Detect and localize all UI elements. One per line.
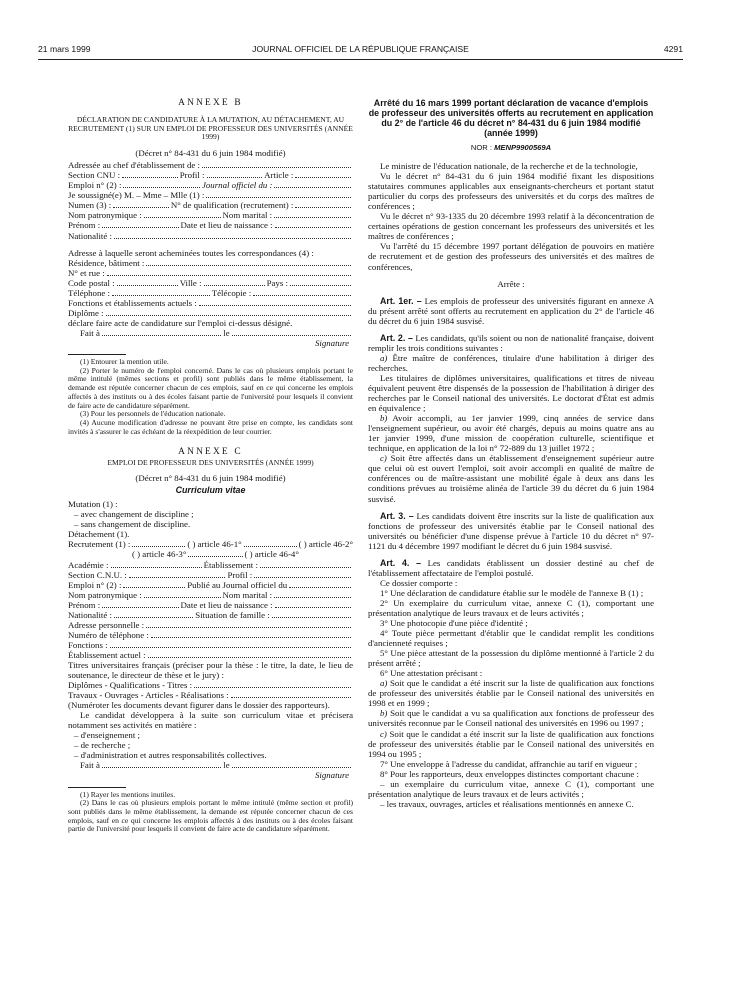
page-header xyxy=(38,44,683,58)
annexe-b-note-2: (2) Porter le numéro de l'emploi concerné. Dans le cas où plusieurs emplois portant le même intitulé (mêmes sections et profil) sont publiés dans le même établissement, la demande est réputée concerner chacun de ces emplois, sauf en ce qui concerne les emplois affectés à des instituts ou à des écoles faisant partie de l'université pour lesquels il convient de faire acte de candidature séparément. xyxy=(68,365,353,410)
annexe-c-subtitle: EMPLOI DE PROFESSEUR DES UNIVERSITÉS (ANNÉE 1999) xyxy=(107,458,314,468)
detachement-label: Détachement (1). xyxy=(68,529,130,540)
field-prenom[interactable]: Prénom : Date et lieu de naissance : xyxy=(68,220,353,230)
dossier-item-6: 6° Une attestation précisant : xyxy=(380,668,483,679)
field-etablissement-actuel[interactable]: Établissement actuel : xyxy=(68,650,353,660)
annexe-b-note-4: (4) Aucune modification d'adresse ne pouvant être prise en compte, les candidats sont invités à s'assurer le cas échéant de la réexpédition de leur courrier. xyxy=(68,417,353,436)
condition-c: c) Soit être affectés dans un établissement d'enseignement supérieur autre que celui où est ouvert l'emploi, soit avoir accompli en qualité de maître de conférences ou de maître-assistant une mobilité égale à deux ans dans les conditions prévues au troisième alinéa de l'article 39 du décret du 6 juin 1984 susvisé. xyxy=(368,453,654,504)
field-emploi[interactable]: Emploi n° (2) : Journal officiel du : xyxy=(68,180,353,190)
left-column xyxy=(68,98,353,834)
field-soussigne[interactable]: Je soussigné(e) M. – Mme – Mlle (1) : xyxy=(68,190,353,200)
field-academie[interactable]: Académie : Établissement : xyxy=(68,560,353,570)
field-prenom-c[interactable]: Prénom : Date et lieu de naissance : xyxy=(68,600,353,610)
field-emploi-c[interactable]: Emploi n° (2) : Publié au Journal officiel du xyxy=(68,580,353,590)
nor-reference: NOR : MENP9900569A xyxy=(470,143,552,152)
annexe-c-decree: (Décret n° 84-431 du 6 juin 1984 modifié) xyxy=(135,473,286,484)
arrete-word: Arrête : xyxy=(497,278,525,289)
adresse-correspondance: Adresse à laquelle seront acheminées toutes les correspondances (4) : xyxy=(68,247,314,258)
field-fonctions[interactable]: Fonctions et établissements actuels : xyxy=(68,298,353,308)
field-numero-telephone[interactable]: Numéro de téléphone : xyxy=(68,630,353,640)
article-4: Art. 4. – Les candidats établissent un dossier destiné au chef de l'établissement affectataire de l'emploi postulé. xyxy=(368,557,654,578)
condition-a: a) Être maître de conférences, titulaire d'une habilitation à diriger des recherches. xyxy=(368,352,654,373)
numeroter-documents: (Numéroter les documents devant figurer dans le dossier des rapporteurs). xyxy=(68,700,330,711)
annexe-c-note-1: (1) Rayer les mentions inutiles. xyxy=(80,789,176,799)
activite-enseignement: – d'enseignement ; xyxy=(74,730,140,741)
condition-b: b) Avoir accompli, au 1er janvier 1999, cinq années de service dans l'enseignement supérieur, ou avoir été chargés, depuis au moins quatre ans au 1er janvier 1999, d'une mission de coopération culturelle, scientifique et technique, en application de la loi n° 72-889 du 13 juillet 1972 ; xyxy=(368,413,655,454)
visa-decret-1993: Vu le décret n° 93-1335 du 20 décembre 1993 relatif à la déconcentration de certaines opérations de gestion concernant les professeurs des universités et les maîtres de conférences ; xyxy=(368,211,654,242)
field-adresse[interactable]: Adressée au chef d'établissement de : xyxy=(68,160,353,170)
visa-arrete-1997: Vu l'arrêté du 15 décembre 1997 portant délégation de pouvoirs en matière de recrutement et de gestion des professeurs des universités et des maîtres de conférences, xyxy=(368,241,654,272)
curriculum-vitae-heading: Curriculum vitae xyxy=(175,485,246,496)
annexe-b-decree: (Décret n° 84-431 du 6 juin 1984 modifié) xyxy=(135,148,286,159)
header-page-number: 4291 xyxy=(663,44,683,54)
signature-label: Signature xyxy=(314,338,349,348)
field-residence[interactable]: Résidence, bâtiment : xyxy=(68,258,353,268)
candidat-developpera: Le candidat développera à la suite son curriculum vitae et précisera notamment ses activités en matière : xyxy=(68,710,353,731)
field-fait-a[interactable]: Fait à le xyxy=(68,328,353,338)
recrutement-row-2[interactable]: ( ) article 46-3° ( ) article 46-4° xyxy=(132,549,299,560)
arrete-title: Arrêté du 16 mars 1999 portant déclaration de vacance d'emplois de professeur des universités offerts au recrutement en application du 2° de l'article 46 du décret n° 84-431 du 6 juin 1984 modifié (année 1999) xyxy=(368,98,654,138)
dossier-item-2: 2° Un exemplaire du curriculum vitae, annexe C (1), comportant une présentation analytique de leurs travaux et de leurs activités ; xyxy=(368,597,654,618)
field-travaux[interactable]: Travaux - Ouvrages - Articles - Réalisations : xyxy=(68,690,353,700)
right-column xyxy=(368,98,654,809)
field-diplomes[interactable]: Diplômes - Qualifications - Titres : xyxy=(68,680,353,690)
rapporteur-item-1: – un exemplaire du curriculum vitae, annexe C (1), comportant une présentation analytique de leurs travaux et de leurs activités ; xyxy=(368,778,654,799)
field-section-cnu[interactable]: Section C.N.U. : Profil : xyxy=(68,570,353,580)
dossier-item-3: 3° Une photocopie d'une pièce d'identité ; xyxy=(380,618,528,629)
field-diplome[interactable]: Diplôme : xyxy=(68,308,353,318)
annexe-c-note-2: (2) Dans le cas où plusieurs emplois portant le même intitulé (même section et profil) sont publiés dans le même établissement, la demande est réputée concerner chacun de ces emplois, sauf en ce qui concerne les emplois affectés à des instituts ou à des écoles faisant partie de l'université pour lesquels il convient de faire acte de candidature séparément. xyxy=(68,798,353,834)
rapporteur-item-2: – les travaux, ouvrages, articles et réalisations mentionnés en annexe C. xyxy=(380,798,634,809)
article-3: Art. 3. – Les candidats doivent être inscrits sur la liste de qualification aux fonctions de professeur des universités établie par le Conseil national des universités ou bénéficier d'une dispense prévue à l'article 10 du décret n° 97-1121 du 4 décembre 1997 modifiant le décret du 6 juin 1984 susvisé. xyxy=(368,510,654,551)
article-2: Art. 2. – Les candidats, qu'ils soient ou non de nationalité française, doivent remplir les trois conditions suivantes : xyxy=(368,332,654,353)
field-adresse-personnelle[interactable]: Adresse personnelle : xyxy=(68,620,353,630)
annexe-b-subtitle: DÉCLARATION DE CANDIDATURE À LA MUTATION, AU DÉTACHEMENT, AU RECRUTEMENT (1) SUR UN EMPLOI DE PROFESSEUR DES UNIVERSITÉS (ANNÉE 1999) xyxy=(68,115,353,142)
recrutement-row-1[interactable]: Recrutement (1) : ( ) article 46-1° ( ) article 46-2° xyxy=(68,539,353,550)
article-1: Art. 1er. – Les emplois de professeur des universités figurant en annexe A du présent arrêté sont offerts au recrutement en application du 2° de l'article 46 du décret du 6 juin 1984 susvisé. xyxy=(368,295,654,326)
field-nom[interactable]: Nom patronymique : Nom marital : xyxy=(68,210,353,220)
annexe-b-title: ANNEXE B xyxy=(178,98,243,108)
field-section-profil-article[interactable]: Section CNU : Profil : Article : xyxy=(68,170,353,180)
footnote-rule-c xyxy=(68,787,126,788)
annexe-c-title: ANNEXE C xyxy=(178,447,243,458)
attestation-c: c) Soit que le candidat a été inscrit sur la liste de qualification aux fonctions de professeur des universités établie par le Conseil national des universités en 1994 ou 1995 ; xyxy=(368,728,654,759)
footnote-rule xyxy=(68,354,126,355)
attestation-b: b) Soit que le candidat a vu sa qualification aux fonctions de professeur des universités reconnue par le Conseil national des universités en 1996 ou 1997 ; xyxy=(368,708,654,729)
condition-a-suite: Les titulaires de diplômes universitaires, qualifications et titres de niveau équivalent peuvent être dispensés de la possession de l'habilitation à diriger des recherches par le Conseil national des universités. Le doctorat d'État est admis en équivalence ; xyxy=(368,372,654,414)
option-avec-changement[interactable]: – avec changement de discipline ; xyxy=(74,509,194,520)
visa-decret-1984: Vu le décret n° 84-431 du 6 juin 1984 modifié fixant les dispositions statutaires communes applicables aux enseignants-chercheurs et portant statut particulier du corps des professeurs des universités et du corps des maîtres de conférences ; xyxy=(368,171,654,212)
dossier-item-1: 1° Une déclaration de candidature établie sur le modèle de l'annexe B (1) ; xyxy=(380,587,644,598)
dossier-item-5: 5° Une pièce attestant de la possession du diplôme mentionné à l'article 2 du présent arrêté ; xyxy=(368,648,654,669)
field-nationalite-c[interactable]: Nationalité : Situation de famille : xyxy=(68,610,353,620)
field-code-postal[interactable]: Code postal : Ville : Pays : xyxy=(68,278,353,288)
declaration-text: déclare faire acte de candidature sur l'emploi ci-dessus désigné. xyxy=(68,317,293,328)
field-rue[interactable]: N° et rue : xyxy=(68,268,353,278)
activite-recherche: – de recherche ; xyxy=(74,740,131,751)
field-fonctions-c[interactable]: Fonctions : xyxy=(68,640,353,650)
attestation-a: a) Soit que le candidat a été inscrit sur la liste de qualification aux fonctions de professeur des universités établie par le Conseil national des universités en 1998 et en 1999 ; xyxy=(368,678,654,709)
titres-universitaires: Titres universitaires français (préciser pour la thèse : le titre, la date, le lieu de soutenance, le directeur de thèse et le jury) : xyxy=(68,659,353,681)
header-journal-title: JOURNAL OFFICIEL DE LA RÉPUBLIQUE FRANÇAISE xyxy=(252,44,469,54)
dossier-item-8: 8° Pour les rapporteurs, deux enveloppes distinctes comportant chacune : xyxy=(380,768,639,779)
dossier-comporte: Ce dossier comporte : xyxy=(380,577,458,588)
activite-administration: – d'administration et autres responsabilités collectives. xyxy=(74,750,267,761)
header-date: 21 mars 1999 xyxy=(38,44,91,54)
field-nom-c[interactable]: Nom patronymique : Nom marital : xyxy=(68,590,353,600)
signature-label-c: Signature xyxy=(314,770,349,781)
annexe-b-note-3: (3) Pour les personnels de l'éducation nationale. xyxy=(80,409,226,419)
annexe-b-note-1: (1) Entourer la mention utile. xyxy=(80,357,169,367)
mutation-label: Mutation (1) : xyxy=(68,499,118,510)
header-rule xyxy=(38,59,683,60)
field-nationalite[interactable]: Nationalité : xyxy=(68,231,353,241)
dossier-item-4: 4° Toute pièce permettant d'établir que le candidat remplit les conditions d'ancienneté requises ; xyxy=(368,628,654,649)
visa-ministre: Le ministre de l'éducation nationale, de la recherche et de la technologie, xyxy=(380,161,638,172)
option-sans-changement[interactable]: – sans changement de discipline. xyxy=(74,519,191,530)
field-fait-a-c[interactable]: Fait à le xyxy=(68,760,353,770)
field-telephone[interactable]: Téléphone : Télécopie : xyxy=(68,288,353,298)
dossier-item-7: 7° Une enveloppe à l'adresse du candidat, affranchie au tarif en vigueur ; xyxy=(380,758,638,769)
field-numen[interactable]: Numen (3) : N° de qualification (recrutement) : xyxy=(68,200,353,210)
